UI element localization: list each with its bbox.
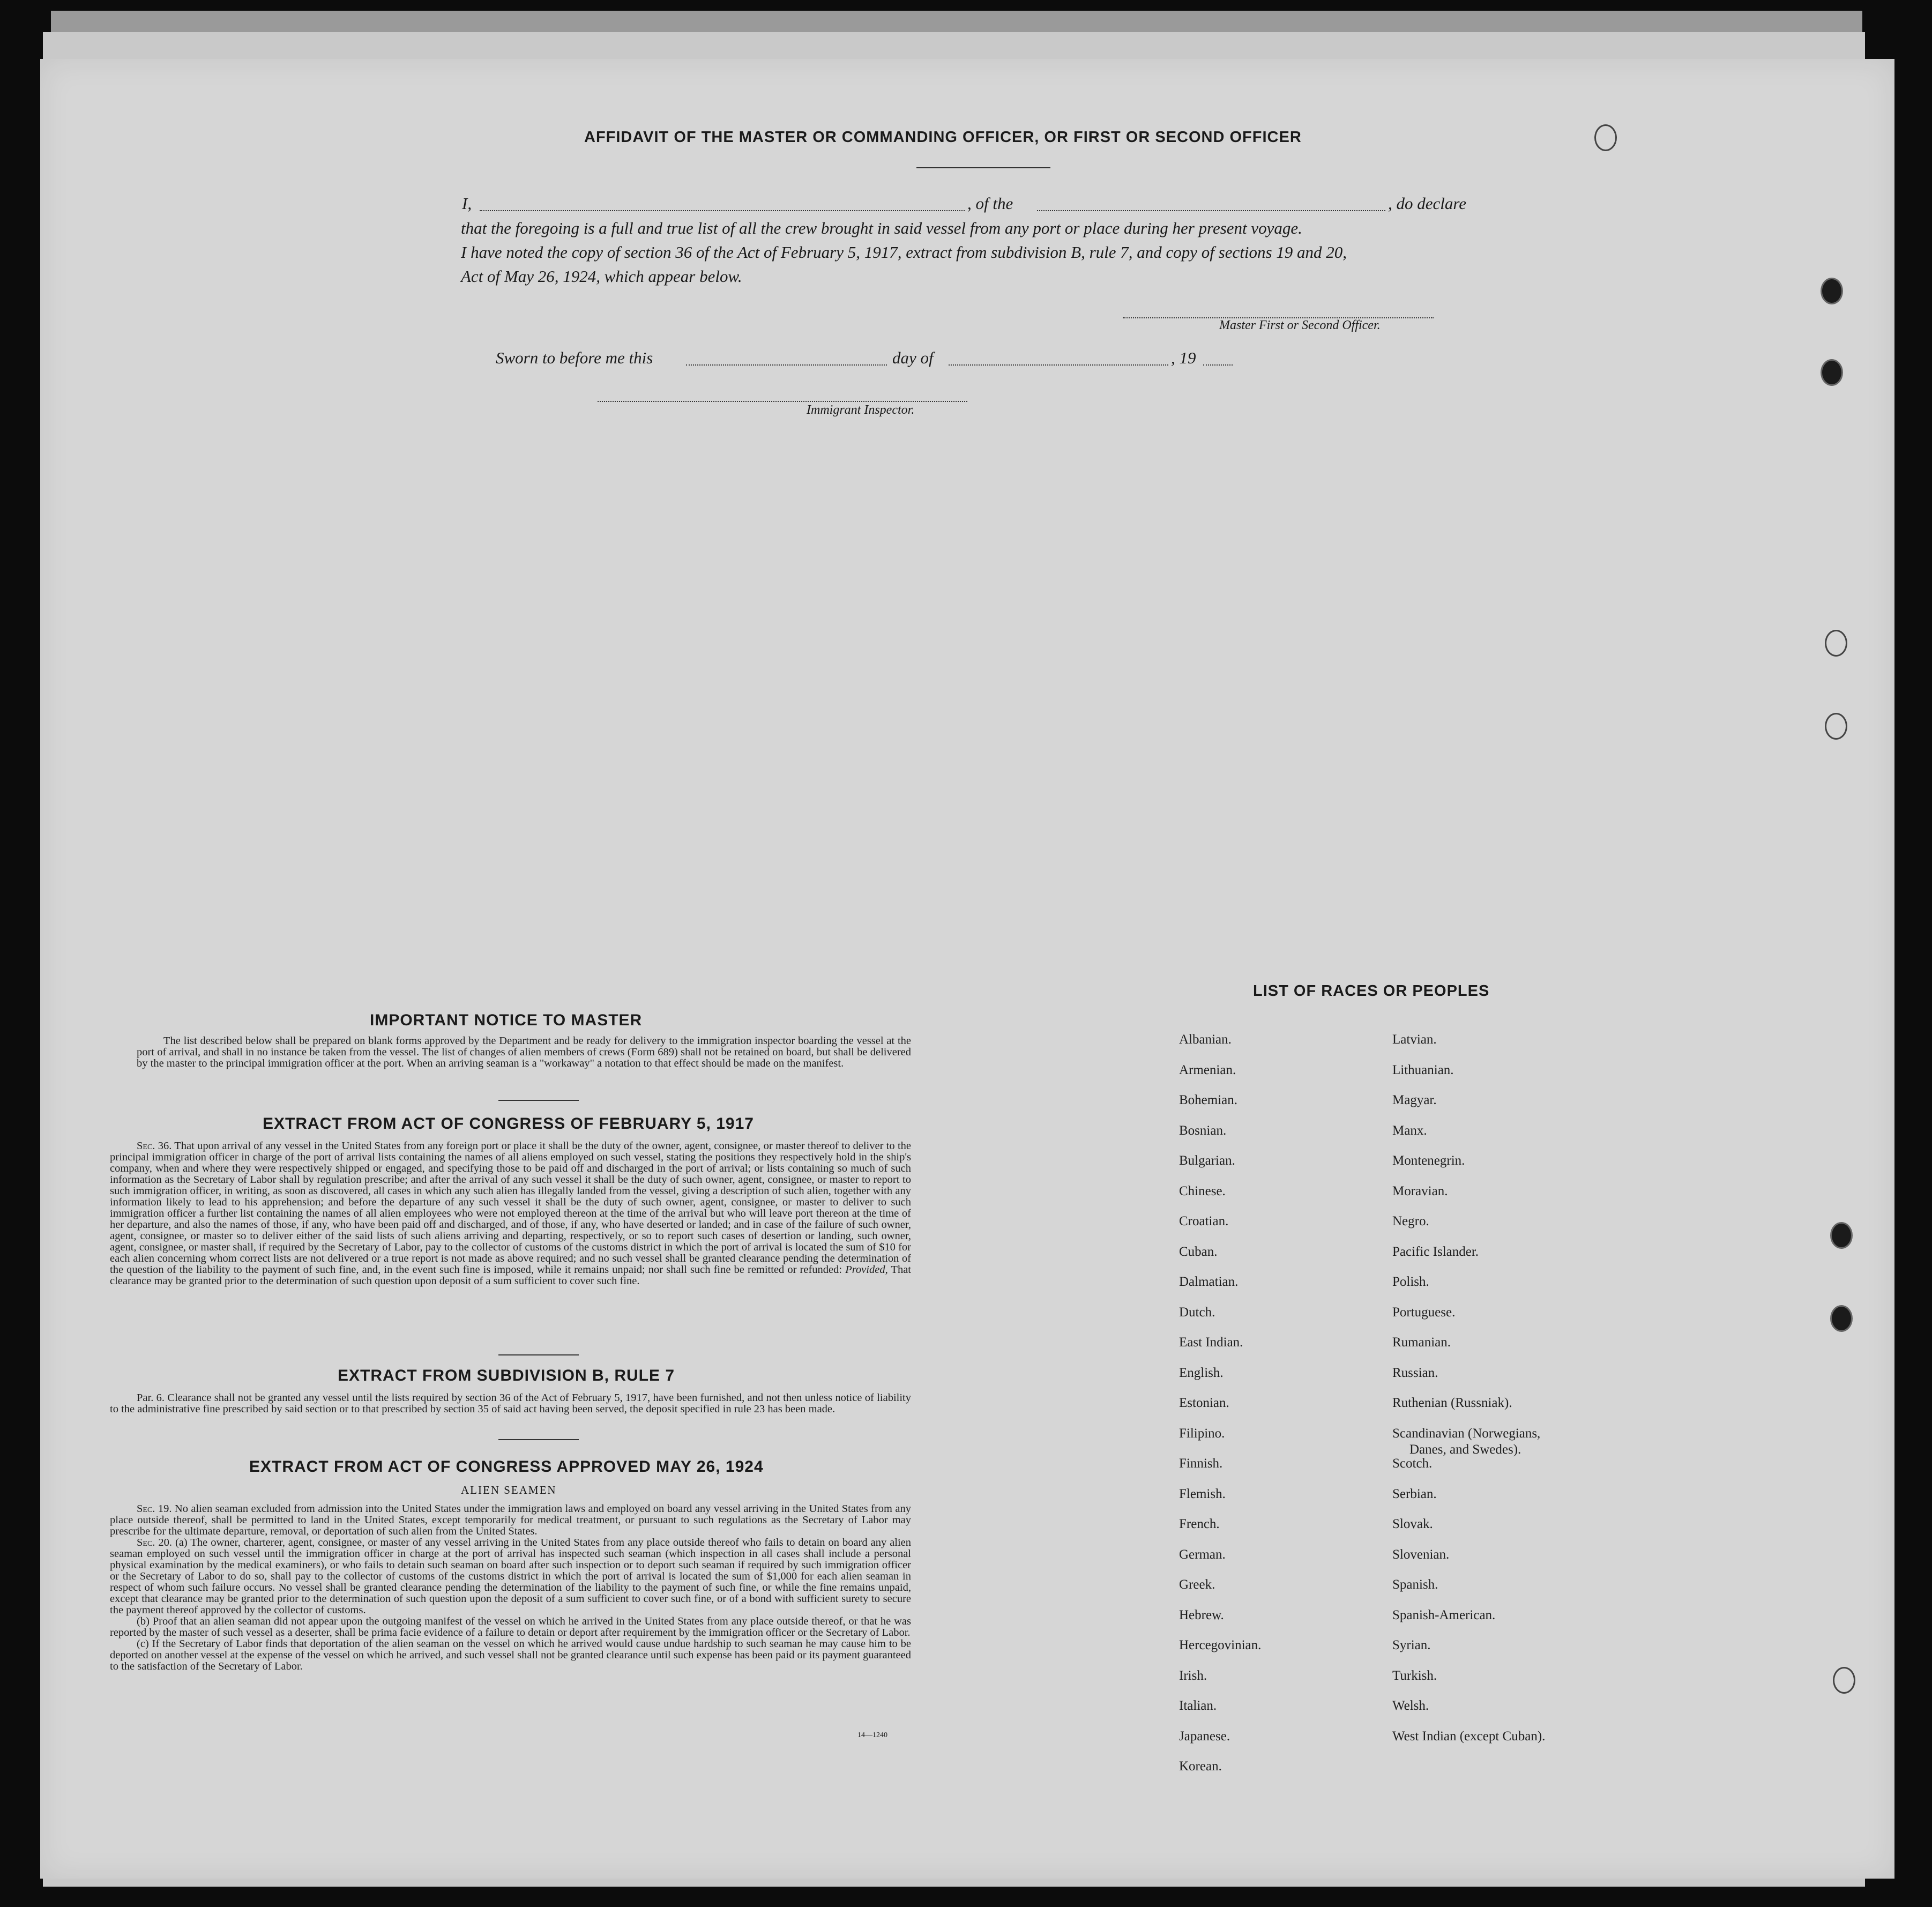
year-label: , 19: [1171, 348, 1196, 367]
race-item: English.: [1179, 1365, 1224, 1380]
sec-20b-text: (b) Proof that an alien seaman did not appear upon the outgoing manifest of the vessel on which he arrived in the United States from any place outside thereof, or that he was reported by the master of such vessel as a deserter, shall be prima facie evidence of a failure to detain or deport after requirement by the immigration officer or the Secretary of Labor.: [110, 1615, 911, 1638]
extract-1924-body: [110, 1503, 911, 1672]
race-item: Scotch.: [1392, 1456, 1433, 1471]
race-item: Danes, and Swedes).: [1409, 1442, 1521, 1457]
affidavit-declare: , do declare: [1388, 194, 1467, 213]
affidavit-i: I,: [462, 194, 472, 213]
race-item: Spanish.: [1392, 1577, 1438, 1592]
sworn-label: Sworn to before me this: [496, 348, 653, 367]
divider: [916, 167, 1050, 168]
sec-36-text: That upon arrival of any vessel in the United States from any foreign port or place it shall be the duty of the owner, agent, consignee, or master thereof to deliver to the principal immigration officer in charge of the port of arrival lists containing the names of all aliens employed on such vessel, stating the positions they respectively hold in the ship's company, when and where they were respectively shipped or engaged, and specifying those to be paid off and discharged in the port of arrival; or lists containing so much of such information as the Secretary of Labor shall by regulation prescribe; and after the arrival of any such vessel it shall be the duty of such owner, agent, consignee, or master to report to such immigration officer, in writing, as soon as discovered, all cases in which any such alien has illegally landed from the vessel, giving a description of such alien, together with any information likely to lead to his apprehension; and before the departure of any such vessel it shall be the duty of such owner, agent, consignee, or master to deliver to such immigration officer a further list containing the names of all alien employees who were not employed thereon at the time of the arrival but who will leave port thereon at the time of her departure, and also the names of those, if any, who have been paid off and discharged, and of those, if any, who have deserted or landed; and in case of the failure of such owner, agent, consignee, or master so to deliver either of the said lists of such aliens arriving and departing, respectively, or so to report such cases of desertion or landing, such owner, agent, consignee, or master shall, if required by the Secretary of Labor, pay to the collector of customs of the customs district in which the port of arrival is located the sum of $10 for each alien concerning whom correct lists are not delivered or a true report is not made as above required; and no such vessel shall be granted clearance pending the determination of the question of the liability to the payment of such fine, and, in the event such fine is imposed, while it remains unpaid; nor shall such fine be remitted or refunded:: [110, 1140, 911, 1276]
punch-hole-icon: [1825, 713, 1847, 740]
race-item: Spanish-American.: [1392, 1607, 1496, 1622]
race-item: Slovak.: [1392, 1517, 1433, 1531]
notice-body: [137, 1036, 911, 1069]
punch-hole-icon: [1594, 124, 1617, 151]
race-item: Pacific Islander.: [1392, 1244, 1479, 1259]
affidavit-line3: I have noted the copy of section 36 of the Act of February 5, 1917, extract from subdivision B, rule 7, and copy of sections 19 and 20,: [461, 243, 1347, 262]
vessel-blank: [1037, 210, 1385, 211]
divider: [498, 1354, 579, 1355]
race-item: East Indian.: [1179, 1335, 1243, 1350]
punch-hole-icon: [1825, 630, 1847, 657]
race-item: Slovenian.: [1392, 1547, 1450, 1562]
sec-19-text: No alien seaman excluded from admission into the United States under the immigration laws and employed on board any vessel arriving in the United States from any place outside thereof, shall be permitted to land in the United States, except temporarily for medical treatment, or pursuant to such regulations as the Secretary of Labor may prescribe for the ultimate departure, removal, or deportation of such alien from the United States.: [110, 1503, 912, 1537]
sec-20c-text: (c) If the Secretary of Labor finds that deportation of the alien seaman on the vessel on which he arrived would cause undue hardship to such seaman he may cause him to be deported on another vessel at the expense of the vessel on which he arrived, and such vessel shall not be granted clearance until such expense has been paid or its payment guaranteed to the satisfaction of the Secretary of Labor.: [110, 1638, 911, 1672]
race-item: Dalmatian.: [1179, 1275, 1239, 1289]
extract-1917-title: EXTRACT FROM ACT OF CONGRESS OF FEBRUARY 5, 1917: [263, 1115, 754, 1133]
extract-1917-body: [110, 1141, 911, 1287]
race-item: Lithuanian.: [1392, 1062, 1454, 1077]
race-item: Montenegrin.: [1392, 1153, 1465, 1168]
race-item: Finnish.: [1179, 1456, 1223, 1471]
inspector-signature-line: [598, 401, 967, 402]
day-of-label: day of: [892, 348, 934, 367]
alien-seamen-subtitle: ALIEN SEAMEN: [461, 1484, 557, 1496]
race-item: Russian.: [1392, 1365, 1438, 1380]
race-item: Dutch.: [1179, 1305, 1215, 1320]
year-blank: [1203, 364, 1233, 366]
form-number: 14—1240: [857, 1731, 887, 1739]
race-item: Syrian.: [1392, 1638, 1431, 1652]
race-item: Bulgarian.: [1179, 1153, 1235, 1168]
race-item: Ruthenian (Russniak).: [1392, 1396, 1512, 1410]
rule7-title: EXTRACT FROM SUBDIVISION B, RULE 7: [338, 1367, 675, 1384]
inspector-label: Immigrant Inspector.: [807, 403, 915, 417]
notice-title: IMPORTANT NOTICE TO MASTER: [370, 1011, 643, 1029]
races-title: LIST OF RACES OR PEOPLES: [1253, 982, 1490, 1000]
race-item: Serbian.: [1392, 1486, 1437, 1501]
punch-hole-icon: [1833, 1667, 1855, 1694]
race-item: Croatian.: [1179, 1214, 1229, 1228]
divider: [498, 1100, 579, 1101]
race-item: Manx.: [1392, 1123, 1427, 1138]
divider: [498, 1439, 579, 1440]
race-item: Irish.: [1179, 1668, 1207, 1683]
race-item: Moravian.: [1392, 1183, 1448, 1198]
race-item: Turkish.: [1392, 1668, 1437, 1683]
provided-label: Provided,: [845, 1264, 888, 1276]
race-item: Chinese.: [1179, 1183, 1226, 1198]
punch-hole-icon: [1821, 359, 1843, 386]
race-item: Magyar.: [1392, 1093, 1437, 1107]
punch-hole-icon: [1830, 1222, 1853, 1249]
race-item: Japanese.: [1179, 1729, 1230, 1744]
race-item: Welsh.: [1392, 1699, 1429, 1713]
affidavit-title: AFFIDAVIT OF THE MASTER OR COMMANDING OFFICER, OR FIRST OR SECOND OFFICER: [584, 129, 1302, 146]
name-blank: [480, 210, 965, 211]
race-item: Albanian.: [1179, 1032, 1232, 1047]
sec-36-tail: That clearance may be granted prior to the determination of such question upon deposit of a sum sufficient to cover such fine.: [110, 1264, 911, 1287]
race-item: Filipino.: [1179, 1426, 1225, 1441]
notice-text: The list described below shall be prepared on blank forms approved by the Department and be ready for delivery to the immigration inspector boarding the vessel at the port of arrival, and shall in no instance be taken from the vessel. The list of changes of alien members of crews (Form 689) shall not be retained on board, but shall be delivered by the master to the principal immigration officer at the port. When an arriving seaman is a "workaway" a notation to that effect should be made on the manifest.: [137, 1035, 911, 1069]
sworn-day-blank: [686, 364, 887, 366]
race-item: Korean.: [1179, 1759, 1222, 1774]
rule7-text: Par. 6. Clearance shall not be granted any vessel until the lists required by section 36 of the Act of February 5, 1917, have been furnished, and not then unless notice of liability to the administrative fine prescribed by said section or to that prescribed by section 35 of said act having been served, the deposit specified in rule 23 has been made.: [110, 1392, 911, 1415]
race-item: Bohemian.: [1179, 1093, 1238, 1107]
sec-20-label: Sec. 20.: [137, 1537, 173, 1548]
race-item: West Indian (except Cuban).: [1392, 1729, 1546, 1744]
race-item: Polish.: [1392, 1275, 1429, 1289]
race-item: Estonian.: [1179, 1396, 1229, 1410]
race-item: Portuguese.: [1392, 1305, 1456, 1320]
race-item: Negro.: [1392, 1214, 1429, 1228]
sec-36-label: Sec. 36.: [137, 1140, 172, 1152]
punch-hole-icon: [1830, 1305, 1853, 1332]
race-item: Latvian.: [1392, 1032, 1437, 1047]
affidavit-line4: Act of May 26, 1924, which appear below.: [461, 267, 742, 286]
race-item: Armenian.: [1179, 1062, 1236, 1077]
extract-1924-title: EXTRACT FROM ACT OF CONGRESS APPROVED MAY 26, 1924: [249, 1458, 764, 1476]
race-item: Rumanian.: [1392, 1335, 1451, 1350]
rule7-body: [110, 1392, 911, 1415]
sec-20a-text: (a) The owner, charterer, agent, consignee, or master of any vessel arriving in the United States from any place outside thereof who fails to detain on board any alien seaman employed on such vessel until the immigration officer in charge at the port of arrival has inspected such seaman (which inspection in all cases shall include a personal physical examination by the medical examiners), or who fails to detain such seaman on board after such inspection or to deport such seaman if required by such immigration officer or the Secretary of Labor to do so, shall pay to the collector of customs of the customs district in which the port of arrival is located the sum of $1,000 for each alien seaman in respect of whom such failure occurs. No vessel shall be granted clearance pending the determination of the liability to the payment of such fine, or while the fine remains unpaid, except that clearance may be granted prior to the determination of such question upon the deposit of a sum sufficient to cover such fine, or of a bond with sufficient surety to secure the payment thereof approved by the collector of customs.: [110, 1537, 912, 1616]
race-item: Hebrew.: [1179, 1607, 1224, 1622]
race-item: Greek.: [1179, 1577, 1215, 1592]
race-item: Hercegovinian.: [1179, 1638, 1262, 1652]
affidavit-of-the: , of the: [967, 194, 1013, 213]
affidavit-line2: that the foregoing is a full and true list of all the crew brought in said vessel from any port or place during her present voyage.: [461, 219, 1302, 237]
race-item: Italian.: [1179, 1699, 1217, 1713]
race-item: German.: [1179, 1547, 1226, 1562]
race-item: French.: [1179, 1517, 1220, 1531]
sec-19-label: Sec. 19.: [137, 1503, 172, 1515]
race-item: Bosnian.: [1179, 1123, 1227, 1138]
punch-hole-icon: [1821, 278, 1843, 304]
master-label: Master First or Second Officer.: [1219, 318, 1381, 332]
race-item: Cuban.: [1179, 1244, 1218, 1259]
race-item: Scandinavian (Norwegians,: [1392, 1426, 1541, 1441]
sworn-month-blank: [949, 364, 1168, 366]
race-item: Flemish.: [1179, 1486, 1226, 1501]
